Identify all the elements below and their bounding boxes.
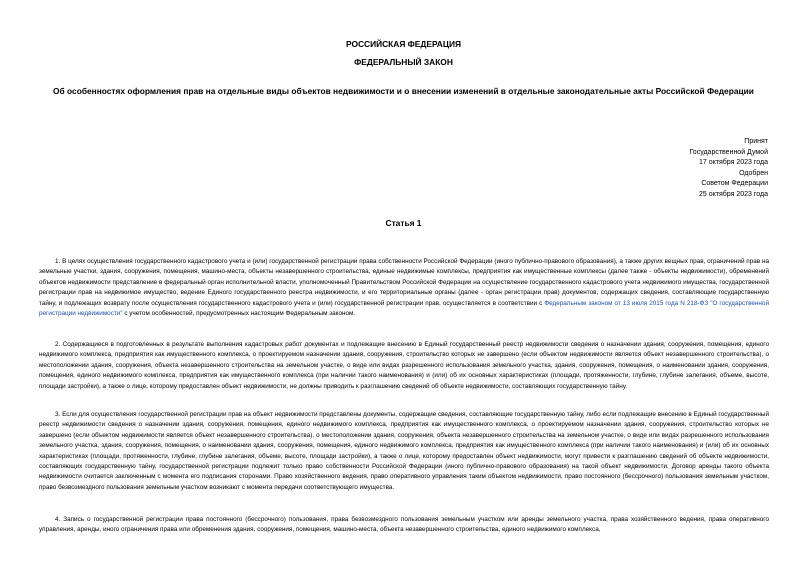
paragraph-1-text: 1. В целях осуществления государственного кадастрового учета и (или) государственной регистрации права собственности Российской Федерации (иного публично-правового образования), а также других вещных прав, ограничений прав на земельные участки, здания, сооружения, помещения, машино-места, объекты незавершенного строительства, единые недвижимые комплексы, предприятия как имущественные комплексы (далее также - объекты недвижимости), обременений объектов недвижимости представление в федеральный орган исполнительной власти, уполномоченный Правительством Российской Федерации на осуществление государственного кадастрового учета недвижимого имущества, государственной регистрации прав на недвижимое имущество, ведение Единого государственного реестра недвижимости, и его территориальные органы (далее - орган регистрации прав) документов, содержащих сведения, составляющие государственную тайну, и подлежащих возврату после осуществления государственного кадастрового учета и (или) государственной регистрации прав, осуществляется в соответствии с	[39, 258, 769, 307]
law-title: Об особенностях оформления прав на отдельные виды объектов недвижимости и о внесении изменений в отдельные законодательные акты Российской Федерации	[53, 86, 754, 96]
paragraph-4: 4. Запись о государственной регистрации права постоянного (бессрочного) пользования, права безвозмездного пользования земельным участком или аренды земельного участка, права хозяйственного ведения, права оперативного управления, аренды, иного ограничения права или обременения здания, сооружения, помещения, машино-места, объекта незавершенного строительства, единого недвижимого комплекса,	[39, 516, 769, 534]
approved-date: 25 октября 2023 года	[699, 190, 768, 198]
federal-law-link[interactable]: Федеральным законом от 13 июля 2015 года N 218-ФЗ "О государственной регистрации недвижимости"	[39, 299, 769, 318]
acceptance-block	[689, 137, 768, 201]
article-title: Статья 1	[385, 218, 422, 228]
paragraph-1	[39, 257, 769, 319]
approved-by: Советом Федерации	[701, 180, 768, 188]
paragraph-1-tail: с учетом особенностей, предусмотренных настоящим Федеральным законом.	[124, 310, 356, 318]
country-heading: РОССИЙСКАЯ ФЕДЕРАЦИЯ	[345, 39, 462, 49]
accepted-label: Принят	[744, 138, 768, 145]
paragraph-2: 2. Содержащиеся в подготовленных в результате выполнения кадастровых работ документах и подлежащие внесению в Единый государственный реестр недвижимости сведения о назначении здания, сооружения, помещения, единого недвижимого комплекса, предприятия как имущественного комплекса, о проектируемом назначении здания, сооружения, строительство которых не завершено (если объектом недвижимости является объект незавершенного строительства), о местоположении здания, сооружения, объекта незавершенного строительства на земельном участке, о виде или видах разрешенного использования земельного участка, здания, сооружения, помещения, о наименовании здания, сооружения, помещения, единого недвижимого комплекса, предприятия как имущественного комплекса (при наличии такого наименования) и (или) об их основных характеристиках (площади, протяженности, глубине, глубине залегания, объеме, высоте, площади застройки), а также о лице, которому предоставлен объект недвижимости, не должны приводить к разглашению сведений об объекте недвижимости, составляющих государственную тайну.	[39, 341, 769, 390]
accepted-date: 17 октября 2023 года	[699, 159, 768, 167]
paragraph-3: 3. Если для осуществления государственной регистрации прав на объект недвижимости представлены документы, содержащие сведения, составляющие государственную тайну, либо если подлежащие внесению в Единый государственный реестр недвижимости сведения о назначении здания, сооружения, помещения, единого недвижимого комплекса, предприятия как имущественного комплекса, о проектируемом назначении здания, сооружения, строительство которых не завершено (если объектом недвижимости является объект незавершенного строительства), о местоположении здания, сооружения, объекта незавершенного строительства на земельном участке, о виде или видах разрешенного использования земельного участка, здания, сооружения, помещения, о наименовании здания, сооружения, помещения, единого недвижимого комплекса, предприятия как имущественного комплекса (при наличии такого наименования) и (или) об их основных характеристиках (площади, протяженности, глубине, глубине залегания, объеме, высоте, площади застройки), а также о лице, которому предоставлен объект недвижимости, могут привести к разглашению сведений об объекте недвижимости, составляющих государственную тайну, государственной регистрации подлежит только право собственности Российской Федерации (иного публично-правового образования) на такой объект недвижимости. Договор аренды такого объекта недвижимости считается заключенным с момента его подписания сторонами. Право хозяйственного ведения, право оперативного управления таким объектом недвижимости, право постоянного (бессрочного) пользования земельным участком, право безвозмездного пользования земельным участком возникают с момента передачи соответствующего имущества.	[39, 411, 769, 491]
approved-label: Одобрен	[739, 169, 768, 177]
accepted-by: Государственной Думой	[689, 148, 768, 156]
law-type-heading: ФЕДЕРАЛЬНЫЙ ЗАКОН	[354, 57, 453, 67]
